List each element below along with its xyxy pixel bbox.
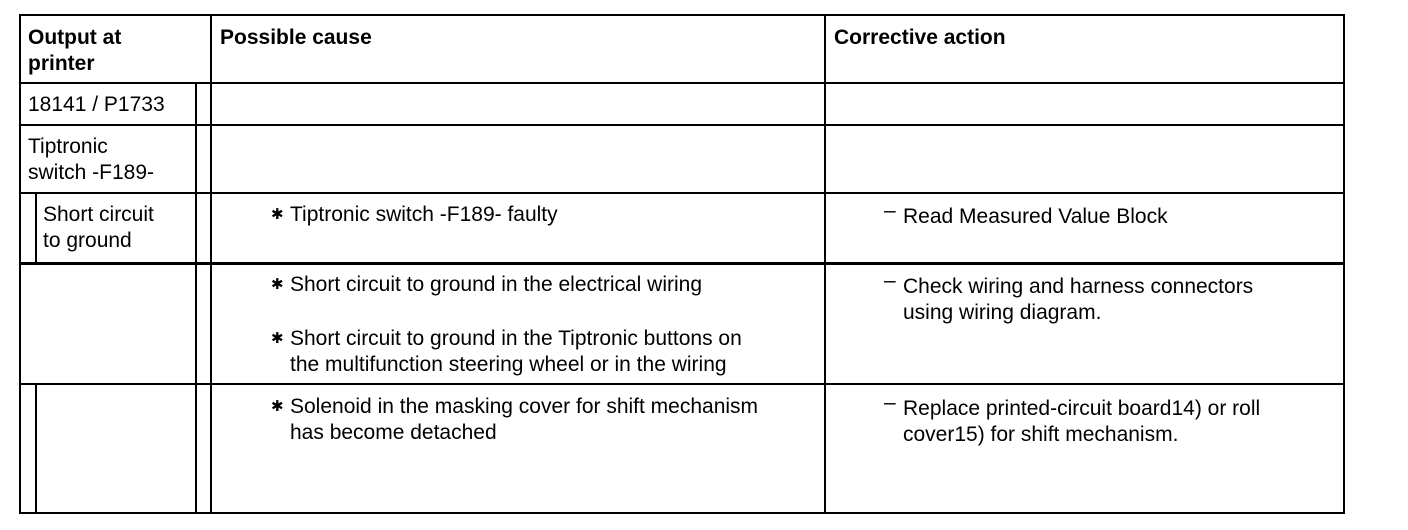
table-border-right (1343, 14, 1345, 514)
table-border-bottom (19, 512, 1345, 514)
header-corrective-action: Corrective action (834, 26, 1006, 49)
header-possible-cause: Possible cause (220, 26, 372, 49)
bullet-icon: ✱ (271, 398, 284, 415)
indent-divider (195, 84, 197, 514)
bullet-icon: ✱ (271, 330, 284, 347)
column-divider (210, 14, 212, 514)
cause-item: Solenoid in the masking cover for shift mechanism has become detached (290, 395, 759, 444)
dash-icon: – (884, 391, 896, 414)
row-divider (19, 262, 1345, 265)
row-divider (19, 192, 1345, 194)
dash-icon: – (884, 199, 896, 222)
fault-type: Short circuit to ground (43, 203, 154, 252)
component-name: Tiptronic switch -F189- (28, 135, 155, 184)
table-border-top (19, 14, 1345, 16)
bullet-icon: ✱ (271, 276, 284, 293)
header-divider (19, 82, 1345, 84)
action-item: Replace printed-circuit board14) or roll cover15) for shift mechanism. (903, 397, 1261, 446)
cause-item: Short circuit to ground in the Tiptronic buttons on the multifunction steering wheel or in the wiring (290, 327, 742, 376)
column-divider (824, 14, 826, 514)
action-item: Check wiring and harness connectors using wiring diagram. (903, 275, 1254, 324)
row-divider (19, 383, 1345, 385)
cause-item: Short circuit to ground in the electrical wiring (290, 273, 703, 296)
dash-icon: – (884, 269, 896, 292)
cause-item: Tiptronic switch -F189- faulty (290, 203, 558, 226)
table-border-left (19, 14, 21, 514)
indent-divider (35, 194, 37, 263)
fault-code: 18141 / P1733 (28, 93, 165, 116)
bullet-icon: ✱ (271, 206, 284, 223)
row-divider (19, 124, 1345, 126)
indent-divider (35, 385, 37, 514)
header-output-at-printer: Output at printer (28, 26, 122, 75)
action-item: Read Measured Value Block (903, 205, 1168, 228)
